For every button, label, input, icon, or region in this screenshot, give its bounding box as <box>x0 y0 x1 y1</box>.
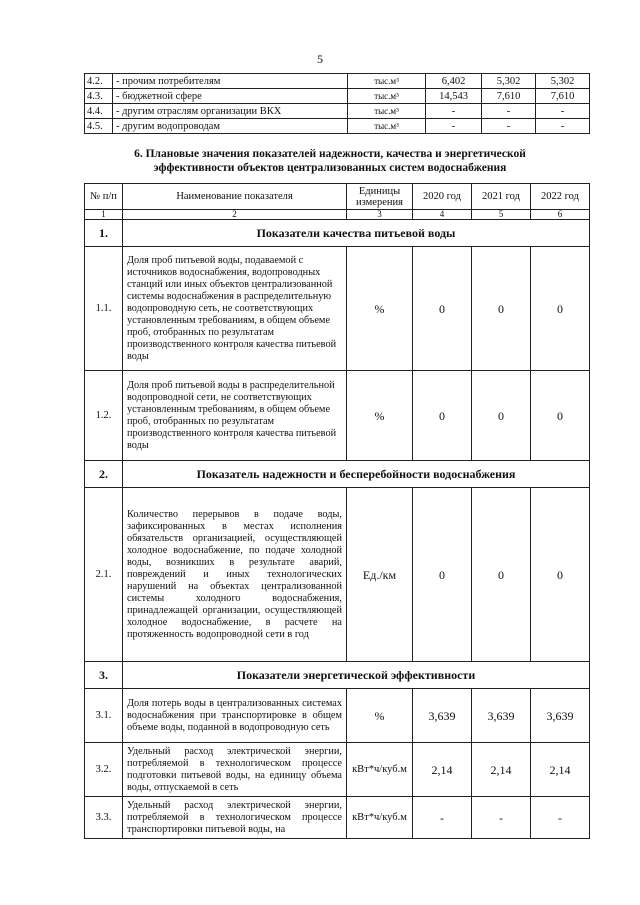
row-unit: тыс.м³ <box>348 104 426 119</box>
table-row <box>85 488 590 662</box>
row-number: 4.4. <box>85 104 113 119</box>
value-2020: 2,14 <box>413 743 472 797</box>
column-index: 2 <box>123 210 347 220</box>
section-title: Показатели качества питьевой воды <box>123 220 590 247</box>
row-name: Удельный расход электрической энергии, потребляемой в технологическом процессе подготовки питьевой воды, на единицу объема воды, отпускаемой в сеть <box>123 743 347 797</box>
value-2020: 0 <box>413 247 472 371</box>
value-2022: 3,639 <box>531 689 590 743</box>
header-name: Наименование показателя <box>123 184 347 210</box>
section-heading-line-1: 6. Плановые значения показателей надежности, качества и энергетической <box>134 148 526 160</box>
table-row <box>85 371 590 461</box>
value-2022: - <box>531 797 590 839</box>
value-2022: 0 <box>531 488 590 662</box>
row-name: Доля проб питьевой воды в распределительной водопроводной сети, не соответствующих установленным требованиям, в общем объеме проб, отобранных по результатам производственного контроля качества питьевой воды <box>123 371 347 461</box>
row-name: Удельный расход электрической энергии, потребляемой в технологическом процессе транспортировки питьевой воды, на <box>123 797 347 839</box>
value-2022: 5,302 <box>536 74 590 89</box>
value-2020: 0 <box>413 488 472 662</box>
value-2022: - <box>536 104 590 119</box>
value-2021: 0 <box>472 488 531 662</box>
section-number: 1. <box>85 220 123 247</box>
row-number: 3.2. <box>85 743 123 797</box>
column-index: 3 <box>347 210 413 220</box>
table-row <box>85 743 590 797</box>
value-2022: 0 <box>531 247 590 371</box>
value-2020: - <box>426 119 482 134</box>
value-2021: 0 <box>472 247 531 371</box>
section-number: 3. <box>85 662 123 689</box>
value-2020: 6,402 <box>426 74 482 89</box>
section-title: Показатели энергетической эффективности <box>123 662 590 689</box>
row-unit: % <box>347 247 413 371</box>
column-index-row <box>85 210 590 220</box>
row-number: 2.1. <box>85 488 123 662</box>
row-name: Доля проб питьевой воды, подаваемой с источников водоснабжения, водопроводных станций или иных объектов централизованной системы водоснабжения в распределительную водопроводную сеть, не соответствующих установленным требованиям, в общем объеме проб, отобранных по результатам производственного контроля качества питьевой воды <box>123 247 347 371</box>
section-row <box>85 461 590 488</box>
value-2022: 7,610 <box>536 89 590 104</box>
table-row <box>85 74 590 89</box>
value-2020: 3,639 <box>413 689 472 743</box>
value-2021: 3,639 <box>472 689 531 743</box>
value-2020: 14,543 <box>426 89 482 104</box>
row-name: Количество перерывов в подаче воды, зафиксированных в местах исполнения обязательств организацией, осуществляющей холодное водоснабжение, по подаче холодной воды, возникших в результате аварий, повреждений и иных технологических нарушений на объектах централизованной системы холодного водоснабжения, принадлежащей организации, осуществляющей холодное водоснабжение, в расчете на протяженность водопроводной сети в год <box>123 488 347 662</box>
column-index: 5 <box>472 210 531 220</box>
value-2022: - <box>536 119 590 134</box>
row-unit: тыс.м³ <box>348 89 426 104</box>
header-unit: Единицы измерения <box>347 184 413 210</box>
table-row <box>85 247 590 371</box>
header-row <box>85 184 590 210</box>
row-number: 4.3. <box>85 89 113 104</box>
column-index: 6 <box>531 210 590 220</box>
section-row <box>85 220 590 247</box>
row-unit: % <box>347 371 413 461</box>
row-unit: Ед./км <box>347 488 413 662</box>
row-number: 4.5. <box>85 119 113 134</box>
section-number: 2. <box>85 461 123 488</box>
page-number: 5 <box>317 52 323 66</box>
row-name: Доля потерь воды в централизованных системах водоснабжения при транспортировке в общем объеме воды, поданной в водопроводную сеть <box>123 689 347 743</box>
value-2022: 0 <box>531 371 590 461</box>
section-row <box>85 662 590 689</box>
table-row <box>85 797 590 839</box>
row-number: 4.2. <box>85 74 113 89</box>
row-unit: % <box>347 689 413 743</box>
value-2021: 2,14 <box>472 743 531 797</box>
row-name: - другим водопроводам <box>113 119 348 134</box>
row-unit: кВт*ч/куб.м <box>347 743 413 797</box>
value-2020: - <box>413 797 472 839</box>
value-2021: - <box>482 119 536 134</box>
value-2020: 0 <box>413 371 472 461</box>
section-heading <box>90 147 570 175</box>
row-number: 3.1. <box>85 689 123 743</box>
header-2021: 2021 год <box>472 184 531 210</box>
value-2022: 2,14 <box>531 743 590 797</box>
section-title: Показатель надежности и бесперебойности водоснабжения <box>123 461 590 488</box>
row-name: - прочим потребителям <box>113 74 348 89</box>
row-number: 1.2. <box>85 371 123 461</box>
header-num: № п/п <box>85 184 123 210</box>
row-name: - бюджетной сфере <box>113 89 348 104</box>
value-2021: 0 <box>472 371 531 461</box>
value-2021: - <box>472 797 531 839</box>
column-index: 4 <box>413 210 472 220</box>
water-supply-volume-table <box>84 73 590 134</box>
table-row <box>85 119 590 134</box>
section-heading-line-2: эффективности объектов централизованных систем водоснабжения <box>153 162 507 174</box>
header-2020: 2020 год <box>413 184 472 210</box>
row-name: - другим отраслям организации ВКХ <box>113 104 348 119</box>
column-index: 1 <box>85 210 123 220</box>
indicators-table <box>84 183 590 839</box>
row-unit: кВт*ч/куб.м <box>347 797 413 839</box>
value-2021: 7,610 <box>482 89 536 104</box>
value-2021: - <box>482 104 536 119</box>
row-unit: тыс.м³ <box>348 119 426 134</box>
table-row <box>85 689 590 743</box>
row-number: 3.3. <box>85 797 123 839</box>
table-row <box>85 89 590 104</box>
value-2020: - <box>426 104 482 119</box>
row-number: 1.1. <box>85 247 123 371</box>
value-2021: 5,302 <box>482 74 536 89</box>
table-row <box>85 104 590 119</box>
header-2022: 2022 год <box>531 184 590 210</box>
row-unit: тыс.м³ <box>348 74 426 89</box>
